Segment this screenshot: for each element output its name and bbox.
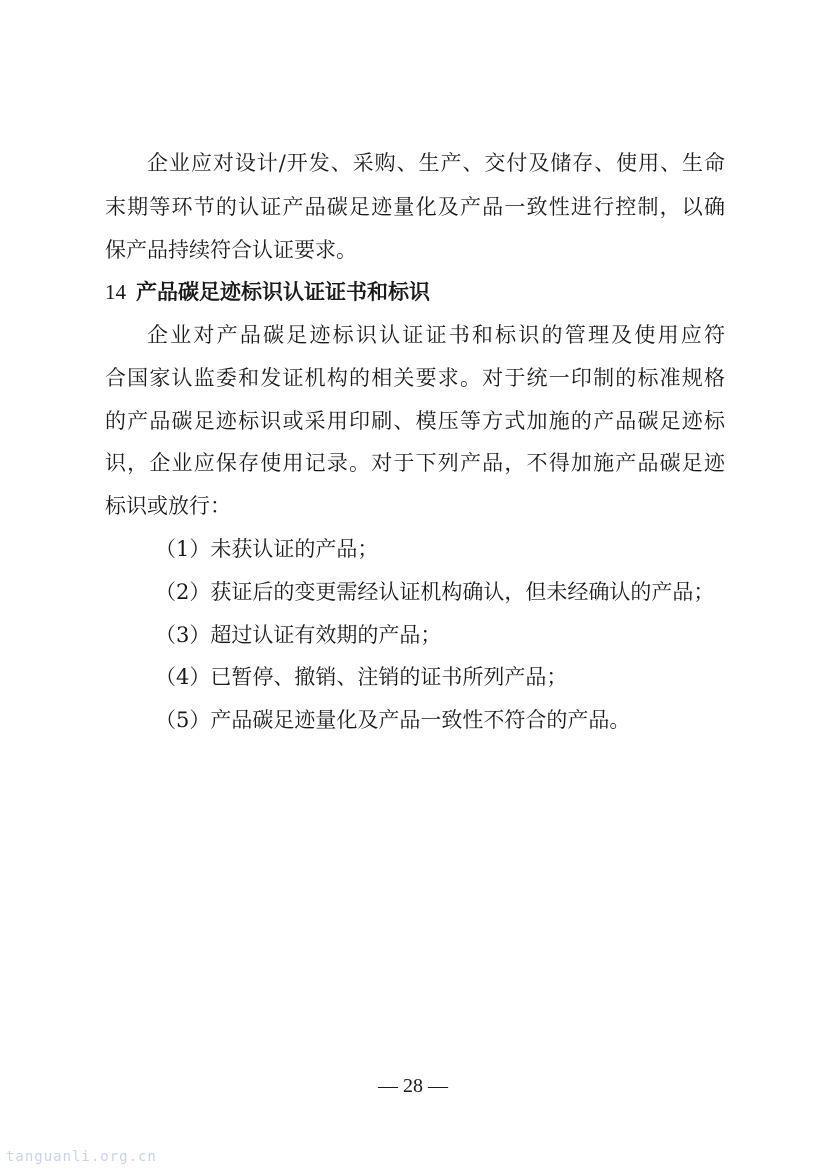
paragraph-line: 企业对产品碳足迹标识认证证书和标识的管理及使用应符 [147,323,725,347]
watermark: tanguanli.org.cn [6,1149,157,1165]
list-item: （5）产品碳足迹量化及产品一致性不符合的产品。 [155,708,631,732]
paragraph-line: 的产品碳足迹标识或采用印刷、模压等方式加施的产品碳足迹标 [105,409,725,433]
list-item: （2）获证后的变更需经认证机构确认，但未经确认的产品； [155,580,715,604]
paragraph-line: 标识或放行： [105,494,231,518]
section-heading [105,282,430,303]
section-title: 产品碳足迹标识认证证书和标识 [136,280,430,304]
section-number: 14 [105,280,126,304]
paragraph-line: 企业应对设计/开发、采购、生产、交付及储存、使用、生命 [147,151,725,175]
list-item: （1）未获认证的产品； [155,537,379,561]
paragraph-line: 合国家认监委和发证机构的相关要求。对于统一印制的标准规格 [105,366,725,390]
list-item: （3）超过认证有效期的产品； [155,623,442,647]
list-item: （4）已暂停、撤销、注销的证书所列产品； [155,665,568,689]
paragraph-line: 保产品持续符合认证要求。 [105,238,357,262]
page-number: — 28 — [378,1075,448,1097]
paragraph-line: 识，企业应保存使用记录。对于下列产品，不得加施产品碳足迹 [105,451,725,475]
paragraph-line: 末期等环节的认证产品碳足迹量化及产品一致性进行控制，以确 [105,195,725,219]
